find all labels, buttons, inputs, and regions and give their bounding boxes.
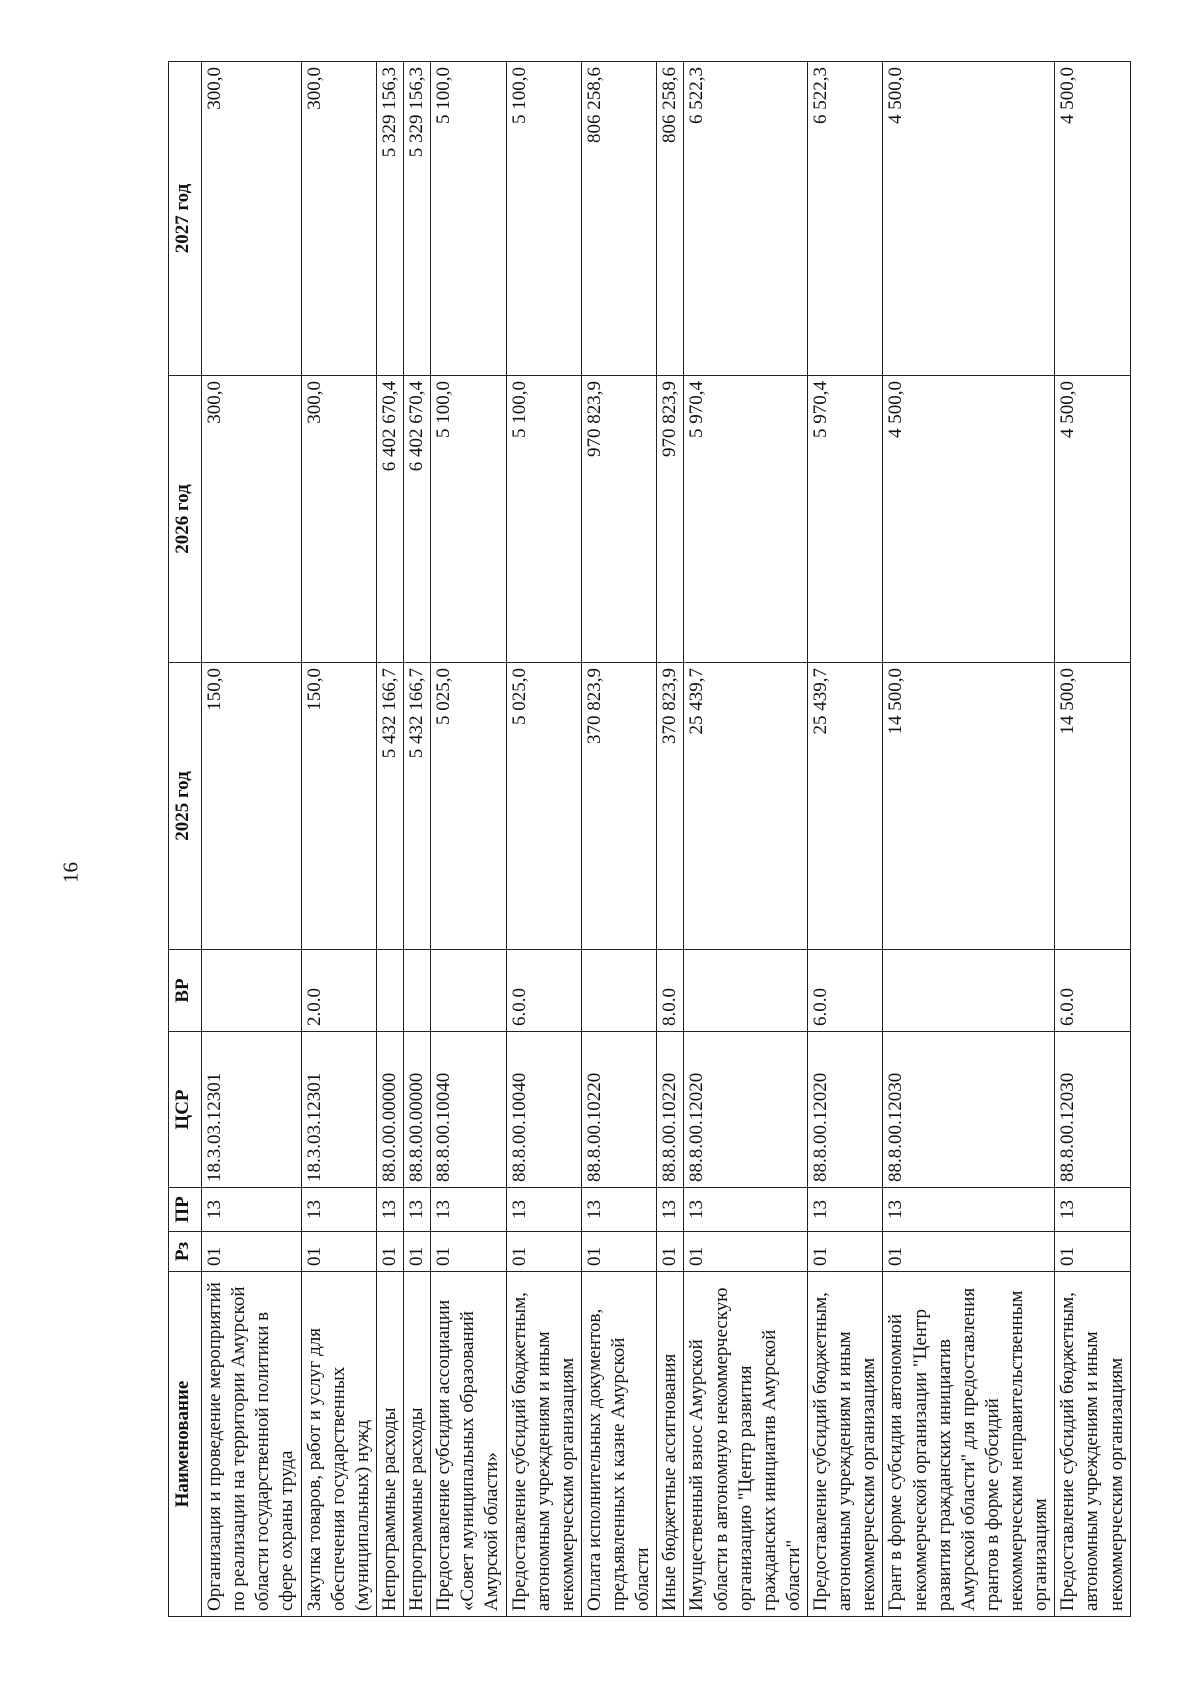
row-rz: 01 <box>883 1232 1055 1272</box>
table-row <box>883 62 1055 1617</box>
row-pr: 13 <box>506 1188 581 1232</box>
header-vr: ВР <box>169 950 202 1032</box>
row-name: Иные бюджетные ассигнования <box>657 1272 684 1617</box>
row-rz: 01 <box>684 1232 808 1272</box>
row-vr <box>404 950 431 1032</box>
row-rz: 01 <box>431 1232 506 1272</box>
table-header-row <box>169 62 202 1617</box>
row-csr: 88.8.00.12020 <box>808 1032 883 1188</box>
row-2027: 300,0 <box>202 62 302 376</box>
row-rz: 01 <box>202 1232 302 1272</box>
row-2027: 5 329 156,3 <box>376 62 403 376</box>
row-rz: 01 <box>657 1232 684 1272</box>
header-name: Наименование <box>169 1272 202 1617</box>
row-2027: 6 522,3 <box>684 62 808 376</box>
row-rz: 01 <box>301 1232 376 1272</box>
row-csr: 18.3.03.12301 <box>301 1032 376 1188</box>
row-csr: 88.8.00.00000 <box>404 1032 431 1188</box>
row-vr <box>431 950 506 1032</box>
page-number: 16 <box>58 862 83 883</box>
row-vr: 6.0.0 <box>1055 950 1130 1032</box>
row-2027: 806 258,6 <box>657 62 684 376</box>
row-rz: 01 <box>506 1232 581 1272</box>
row-2025: 14 500,0 <box>1055 663 1130 950</box>
row-2026: 300,0 <box>301 376 376 663</box>
row-csr: 18.3.03.12301 <box>202 1032 302 1188</box>
row-pr: 13 <box>581 1188 656 1232</box>
table-row <box>1055 62 1130 1617</box>
row-2026: 4 500,0 <box>883 376 1055 663</box>
row-pr: 13 <box>883 1188 1055 1232</box>
row-csr: 88.8.00.10040 <box>431 1032 506 1188</box>
row-name: Предоставление субсидий бюджетным, автономным учреждениям и иным некоммерческим организациям <box>1055 1272 1130 1617</box>
row-name: Оплата исполнительных документов, предъявленных к казне Амурской области <box>581 1272 656 1617</box>
row-rz: 01 <box>581 1232 656 1272</box>
row-csr: 88.8.00.12020 <box>684 1032 808 1188</box>
table-row <box>808 62 883 1617</box>
row-2026: 5 970,4 <box>684 376 808 663</box>
row-2025: 25 439,7 <box>684 663 808 950</box>
row-csr: 88.8.00.10220 <box>581 1032 656 1188</box>
row-2025: 370 823,9 <box>657 663 684 950</box>
row-2026: 6 402 670,4 <box>376 376 403 663</box>
row-2025: 5 432 166,7 <box>376 663 403 950</box>
row-2026: 5 970,4 <box>808 376 883 663</box>
row-vr: 6.0.0 <box>506 950 581 1032</box>
row-2027: 300,0 <box>301 62 376 376</box>
row-csr: 88.8.00.10040 <box>506 1032 581 1188</box>
header-year-2026: 2026 год <box>169 376 202 663</box>
row-2026: 970 823,9 <box>657 376 684 663</box>
row-pr: 13 <box>376 1188 403 1232</box>
row-pr: 13 <box>404 1188 431 1232</box>
header-csr: ЦСР <box>169 1032 202 1188</box>
row-2026: 5 100,0 <box>431 376 506 663</box>
row-name: Предоставление субсидий бюджетным, автономным учреждениям и иным некоммерческим организациям <box>506 1272 581 1617</box>
row-name: Непрограммные расходы <box>376 1272 403 1617</box>
row-csr: 88.8.00.12030 <box>1055 1032 1130 1188</box>
row-pr: 13 <box>657 1188 684 1232</box>
row-2026: 4 500,0 <box>1055 376 1130 663</box>
row-name: Непрограммные расходы <box>404 1272 431 1617</box>
row-vr <box>376 950 403 1032</box>
row-2025: 5 025,0 <box>431 663 506 950</box>
row-pr: 13 <box>301 1188 376 1232</box>
table-row <box>404 62 431 1617</box>
row-rz: 01 <box>1055 1232 1130 1272</box>
rotated-table-container <box>168 62 1127 1617</box>
row-rz: 01 <box>808 1232 883 1272</box>
header-pr: ПР <box>169 1188 202 1232</box>
row-vr: 8.0.0 <box>657 950 684 1032</box>
row-csr: 88.0.00.00000 <box>376 1032 403 1188</box>
row-vr <box>883 950 1055 1032</box>
row-2027: 4 500,0 <box>1055 62 1130 376</box>
row-vr <box>202 950 302 1032</box>
row-2025: 5 432 166,7 <box>404 663 431 950</box>
table-row <box>657 62 684 1617</box>
table-row <box>581 62 656 1617</box>
row-vr <box>684 950 808 1032</box>
table-row <box>506 62 581 1617</box>
row-pr: 13 <box>684 1188 808 1232</box>
row-name: Имущественный взнос Амурской области в автономную некоммерческую организацию "Центр развития гражданских инициатив Амурской области" <box>684 1272 808 1617</box>
row-rz: 01 <box>404 1232 431 1272</box>
table-row <box>684 62 808 1617</box>
row-rz: 01 <box>376 1232 403 1272</box>
row-name: Предоставление субсидии ассоциации «Совет муниципальных образований Амурской области» <box>431 1272 506 1617</box>
row-vr: 2.0.0 <box>301 950 376 1032</box>
row-name: Закупка товаров, работ и услуг для обеспечения государственных (муниципальных) нужд <box>301 1272 376 1617</box>
row-2025: 25 439,7 <box>808 663 883 950</box>
row-2027: 5 100,0 <box>506 62 581 376</box>
row-2025: 150,0 <box>301 663 376 950</box>
row-csr: 88.8.00.12030 <box>883 1032 1055 1188</box>
row-2027: 5 100,0 <box>431 62 506 376</box>
row-2026: 6 402 670,4 <box>404 376 431 663</box>
row-2027: 5 329 156,3 <box>404 62 431 376</box>
row-pr: 13 <box>431 1188 506 1232</box>
header-year-2027: 2027 год <box>169 62 202 376</box>
row-2027: 4 500,0 <box>883 62 1055 376</box>
row-2027: 806 258,6 <box>581 62 656 376</box>
budget-table <box>168 61 1131 1617</box>
row-2026: 300,0 <box>202 376 302 663</box>
row-2025: 14 500,0 <box>883 663 1055 950</box>
row-2027: 6 522,3 <box>808 62 883 376</box>
header-rz: Рз <box>169 1232 202 1272</box>
row-name: Грант в форме субсидии автономной некоммерческой организации "Центр развития гражданских инициатив Амурской области" для предоставления грантов в форме субсидий некоммерческим неправительственным организациям <box>883 1272 1055 1617</box>
row-2026: 970 823,9 <box>581 376 656 663</box>
row-pr: 13 <box>202 1188 302 1232</box>
row-2025: 370 823,9 <box>581 663 656 950</box>
row-vr: 6.0.0 <box>808 950 883 1032</box>
table-row <box>376 62 403 1617</box>
row-csr: 88.8.00.10220 <box>657 1032 684 1188</box>
row-2025: 5 025,0 <box>506 663 581 950</box>
table-row <box>431 62 506 1617</box>
row-2026: 5 100,0 <box>506 376 581 663</box>
row-vr <box>581 950 656 1032</box>
row-pr: 13 <box>808 1188 883 1232</box>
header-year-2025: 2025 год <box>169 663 202 950</box>
row-name: Предоставление субсидий бюджетным, автономным учреждениям и иным некоммерческим организациям <box>808 1272 883 1617</box>
row-pr: 13 <box>1055 1188 1130 1232</box>
row-name: Организация и проведение мероприятий по реализации на территории Амурской области государственной политики в сфере охраны труда <box>202 1272 302 1617</box>
table-row <box>202 62 302 1617</box>
table-row <box>301 62 376 1617</box>
row-2025: 150,0 <box>202 663 302 950</box>
